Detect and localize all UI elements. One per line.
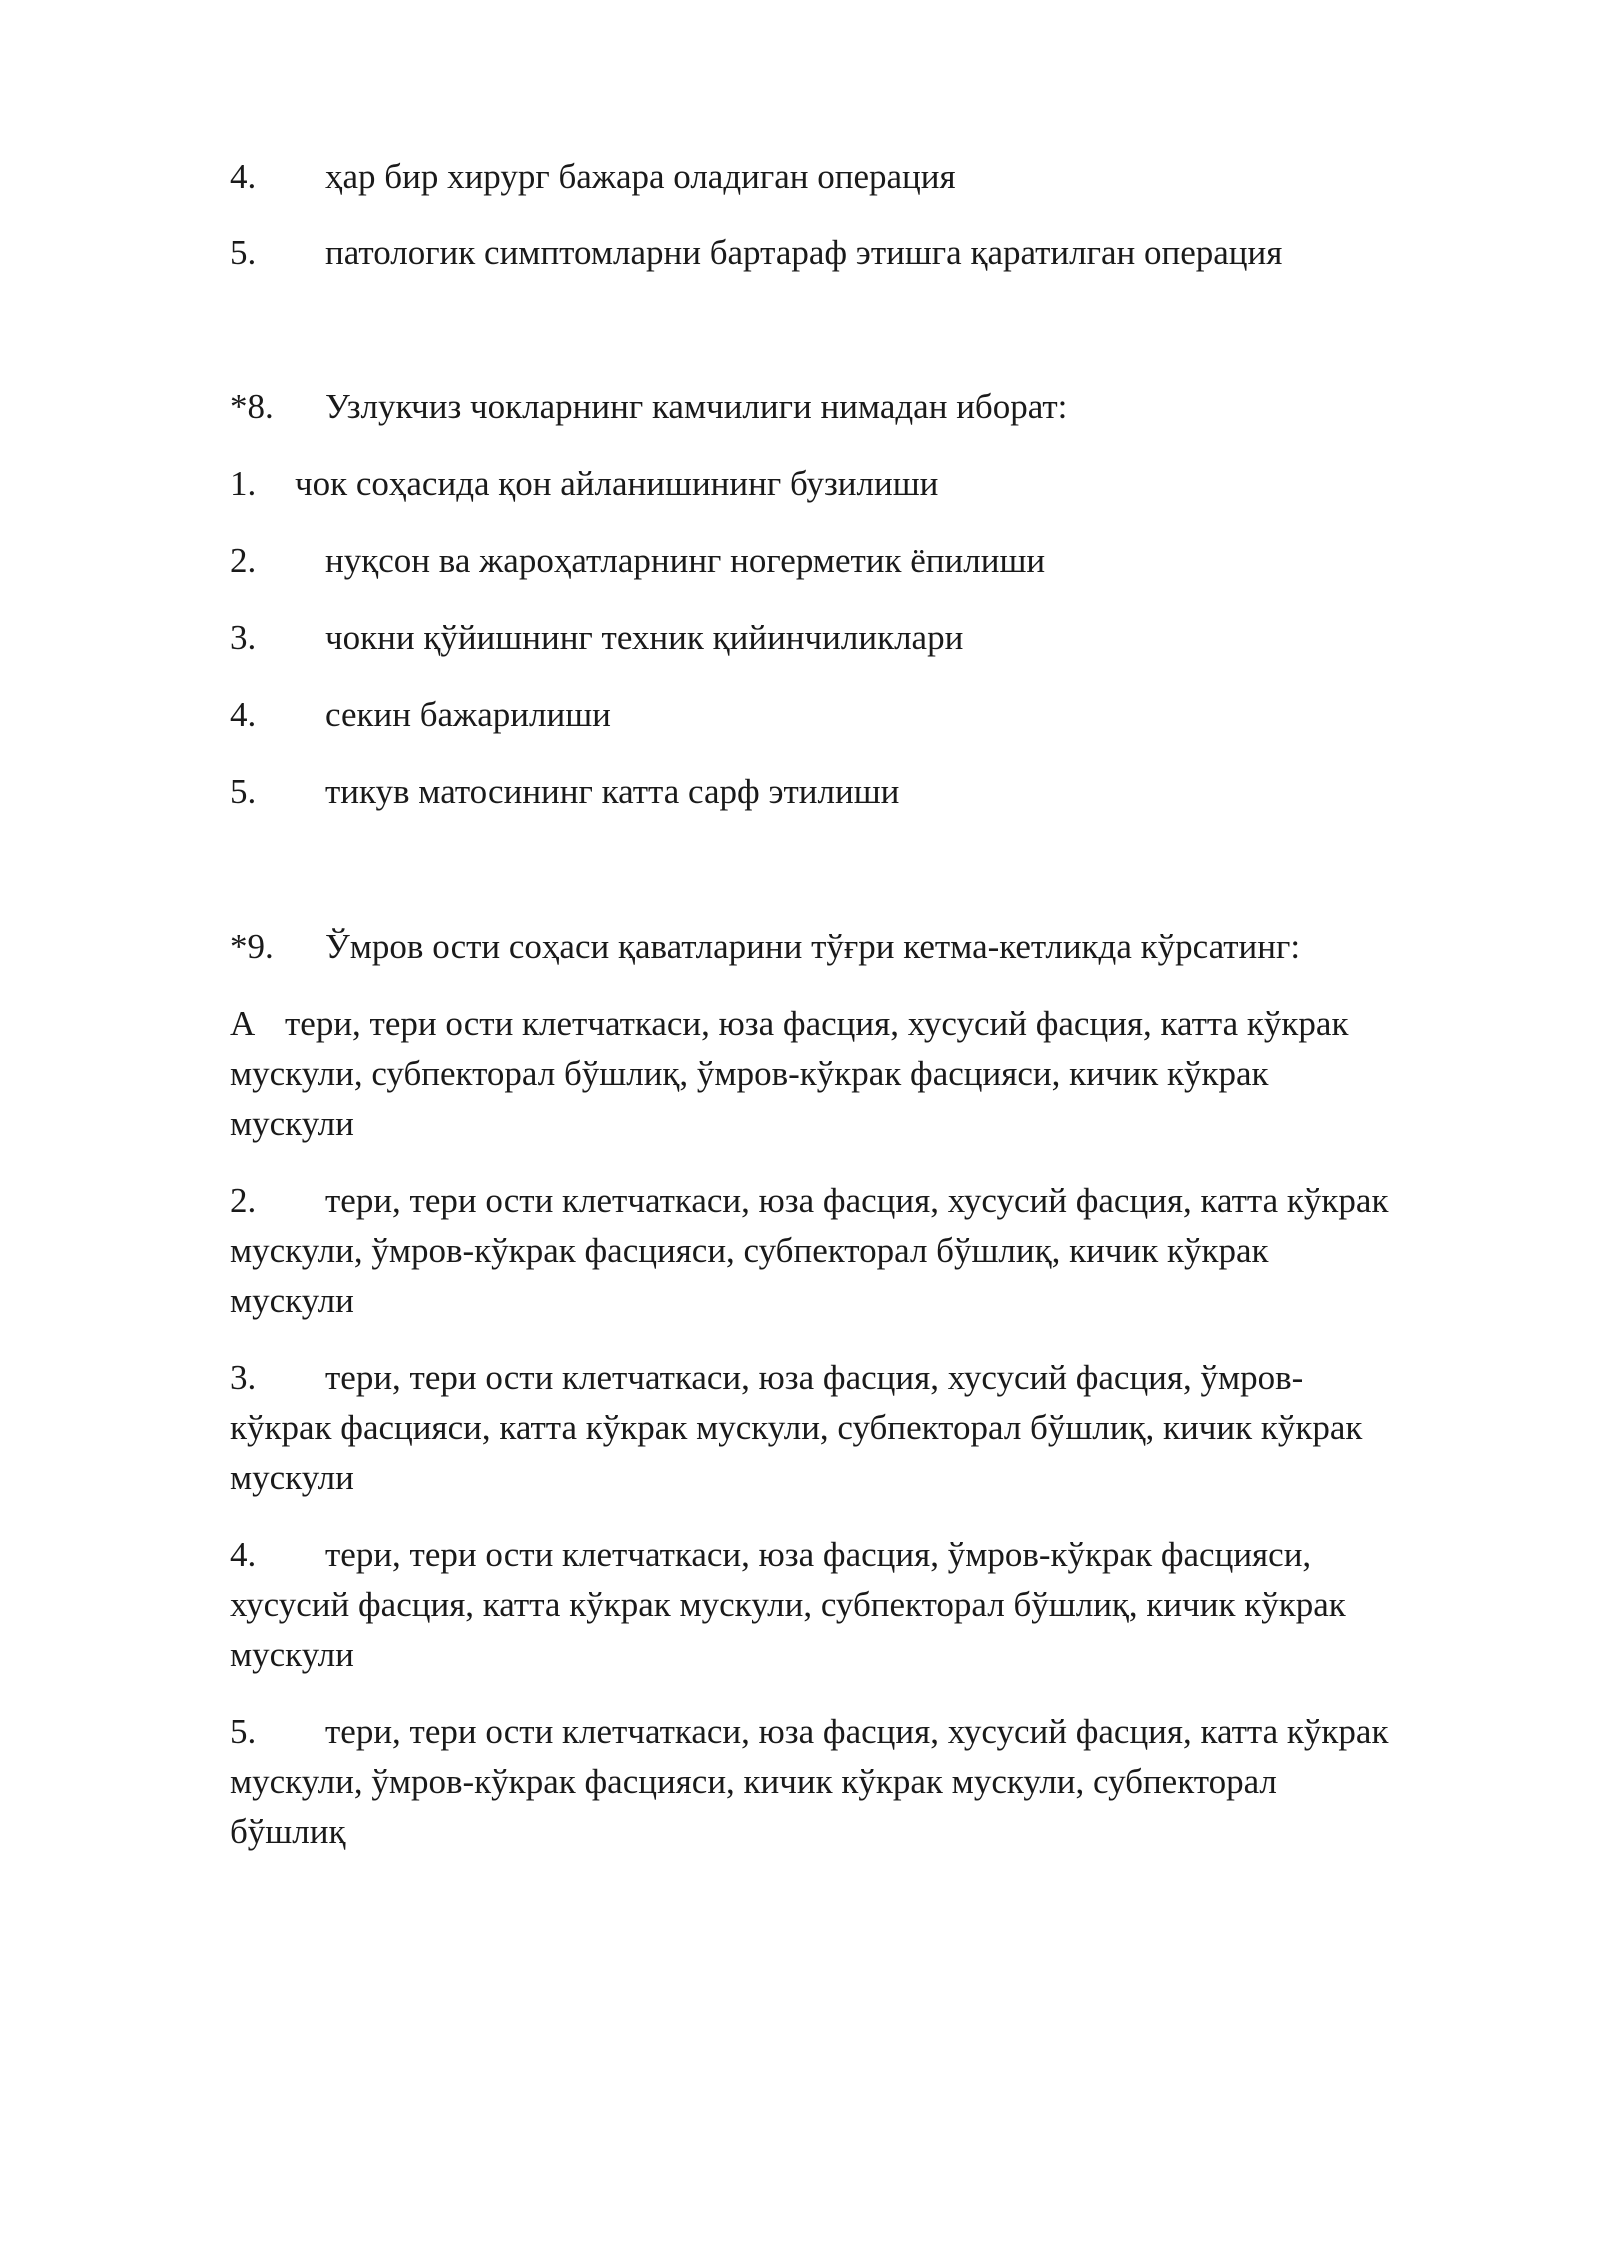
option-number: A	[230, 1004, 256, 1043]
option-number: 1.	[230, 464, 257, 503]
question-text: Узлукчиз чокларнинг камчилиги нимадан иборат:	[325, 387, 1068, 426]
option-number: 4.	[230, 695, 257, 734]
option-number: 2.	[230, 541, 257, 580]
q9-option-2-line-2: мускули, ўмров-кўкрак фасцияси, субпекторал бўшлиқ, кичик кўкрак	[230, 1231, 1269, 1270]
q9-option-a	[230, 999, 1480, 1049]
option-text: нуқсон ва жароҳатларнинг ногерметик ёпилиши	[325, 541, 1046, 580]
option-text-line-1: тери, тери ости клетчаткаси, юза фасция, хусусий фасция, катта кўкрак	[325, 1712, 1389, 1751]
option-number: 4.	[230, 1535, 257, 1574]
question-9	[230, 922, 1480, 972]
option-number: 5.	[230, 1712, 257, 1751]
q9-option-4-line-2: хусусий фасция, катта кўкрак мускули, субпекторал бўшлиқ, кичик кўкрак	[230, 1585, 1346, 1624]
option-text: секин бажарилиши	[325, 695, 611, 734]
q9-option-4	[230, 1530, 1480, 1580]
q9-option-4-line-3: мускули	[230, 1635, 354, 1674]
q8-option-5	[230, 767, 1480, 817]
option-number: 4.	[230, 157, 257, 196]
q9-option-2	[230, 1176, 1480, 1226]
option-text: чокни қўйишнинг техник қийинчиликлари	[325, 618, 964, 657]
question-text: Ўмров ости соҳаси қаватларини тўғри кетма-кетликда кўрсатинг:	[325, 927, 1301, 966]
option-text: ҳар бир хирург бажара оладиган операция	[325, 157, 956, 196]
q9-option-5-line-3: бўшлиқ	[230, 1812, 346, 1851]
q9-option-5	[230, 1707, 1480, 1757]
option-text-line-1: тери, тери ости клетчаткаси, юза фасция, ўмров-кўкрак фасцияси,	[325, 1535, 1312, 1574]
option-number: 2.	[230, 1181, 257, 1220]
q9-option-3	[230, 1353, 1480, 1403]
option-text: чок соҳасида қон айланишининг бузилиши	[295, 464, 939, 503]
option-number: 3.	[230, 1358, 257, 1397]
question-8	[230, 382, 1480, 432]
option-number: 3.	[230, 618, 257, 657]
option-text-line-1: тери, тери ости клетчаткаси, юза фасция, хусусий фасция, ўмров-	[325, 1358, 1304, 1397]
q9-option-3-line-3: мускули	[230, 1458, 354, 1497]
option-number: 5.	[230, 233, 257, 272]
option-5-prev	[230, 228, 1480, 278]
option-number: 5.	[230, 772, 257, 811]
q8-option-2	[230, 536, 1480, 586]
q9-option-a-line-2: мускули, субпекторал бўшлиқ, ўмров-кўкрак фасцияси, кичик кўкрак	[230, 1054, 1269, 1093]
q9-option-a-line-3: мускули	[230, 1104, 354, 1143]
option-text: тикув матосининг катта сарф этилиши	[325, 772, 900, 811]
q8-option-3	[230, 613, 1480, 663]
q9-option-3-line-2: кўкрак фасцияси, катта кўкрак мускули, субпекторал бўшлиқ, кичик кўкрак	[230, 1408, 1363, 1447]
option-text-line-1: тери, тери ости клетчаткаси, юза фасция, хусусий фасция, катта кўкрак	[325, 1181, 1389, 1220]
option-4-prev	[230, 152, 1480, 202]
q9-option-2-line-3: мускули	[230, 1281, 354, 1320]
q8-option-1	[230, 459, 1480, 509]
q8-option-4	[230, 690, 1480, 740]
question-number: *9.	[230, 927, 274, 966]
question-number: *8.	[230, 387, 274, 426]
option-text-line-1: тери, тери ости клетчаткаси, юза фасция, хусусий фасция, катта кўкрак	[285, 1004, 1349, 1043]
q9-option-5-line-2: мускули, ўмров-кўкрак фасцияси, кичик кўкрак мускули, субпекторал	[230, 1762, 1277, 1801]
option-text: патологик симптомларни бартараф этишга қаратилган операция	[325, 233, 1283, 272]
